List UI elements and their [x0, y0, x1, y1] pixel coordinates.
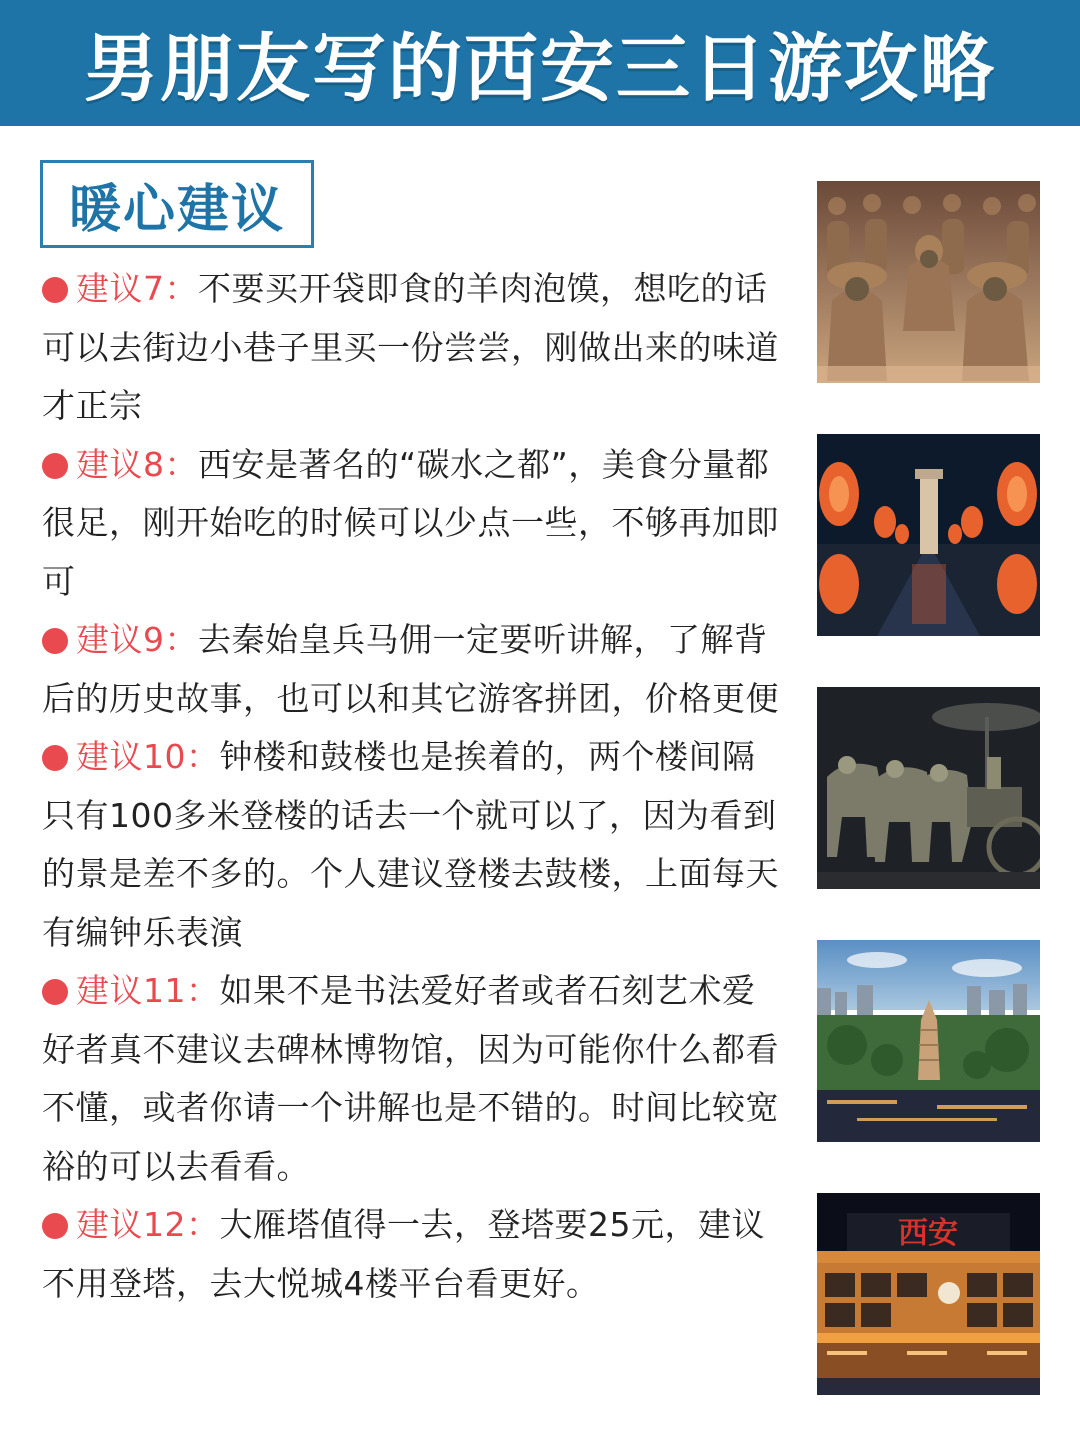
- page-title: 男朋友写的西安三日游攻略: [84, 26, 996, 112]
- tip-item-11: [42, 962, 788, 1196]
- tip-label: 建议7：: [76, 269, 198, 308]
- tips-list: [42, 260, 788, 1313]
- tip-item-12: [42, 1196, 788, 1313]
- bullet-dot-icon: [42, 453, 68, 479]
- bullet-dot-icon: [42, 628, 68, 654]
- tip-label: 建议10：: [76, 737, 220, 776]
- bullet-dot-icon: [42, 277, 68, 303]
- tip-label: 建议8：: [76, 444, 198, 484]
- tip-text: 西安是著名的“碳水之都”，美食分量都很足，刚开始吃的时候可以少点一些，不够再加即可: [42, 444, 779, 601]
- pagoda-city-view-photo: [817, 940, 1040, 1142]
- tip-text: 去秦始皇兵马佣一定要听讲解，了解背后的历史故事，也可以和其它游客拼团，价格更便: [42, 620, 779, 718]
- tip-text: 如果不是书法爱好者或者石刻艺术爱好者真不建议去碑林博物馆，因为可能你什么都看不懂，或者你请一个讲解也是不错的。时间比较宽裕的可以去看看。: [42, 971, 779, 1186]
- tip-item-7: [42, 260, 788, 436]
- tip-text: 大雁塔值得一去，登塔要25元，建议不用登塔，去大悦城4楼平台看更好。: [42, 1205, 765, 1303]
- xian-railway-station-photo: [817, 1193, 1040, 1395]
- section-heading-box: [40, 160, 314, 248]
- section-title: 暖心建议: [68, 179, 285, 240]
- tip-text: 钟楼和鼓楼也是挨着的，两个楼间隔只有100多米登楼的话去一个就可以了，因为看到的景是差不多的。个人建议登楼去鼓楼，上面每天有编钟乐表演: [42, 737, 779, 952]
- tip-label: 建议9：: [76, 620, 198, 659]
- tip-item-10: [42, 728, 788, 962]
- bullet-dot-icon: [42, 979, 68, 1005]
- photo-column: [817, 181, 1040, 1446]
- tip-text: 不要买开袋即食的羊肉泡馍，想吃的话可以去街边小巷子里买一份尝尝，刚做出来的味道才正宗: [42, 269, 779, 425]
- tip-label: 建议11：: [76, 971, 220, 1010]
- tip-label: 建议12：: [76, 1205, 220, 1244]
- terracotta-figurines-photo: [817, 181, 1040, 383]
- bullet-dot-icon: [42, 745, 68, 771]
- tip-item-8: [42, 436, 788, 612]
- header-banner: [0, 0, 1080, 126]
- lantern-street-night-photo: [817, 434, 1040, 636]
- bronze-chariot-photo: [817, 687, 1040, 889]
- bullet-dot-icon: [42, 1213, 68, 1239]
- tip-item-9: [42, 611, 788, 728]
- station-sign-text: 西安: [898, 1216, 958, 1251]
